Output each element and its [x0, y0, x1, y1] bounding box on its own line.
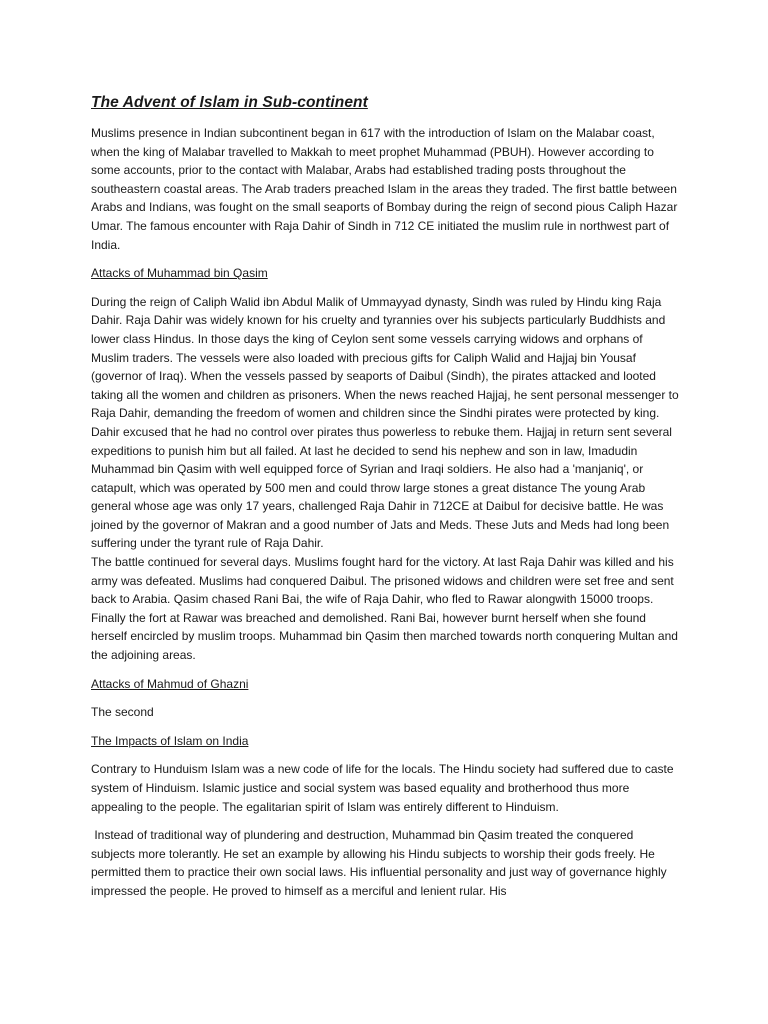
intro-paragraph: Muslims presence in Indian subcontinent began in 617 with the introduction of Islam on the Malabar coast, when the king of Malabar travelled to Makkah to meet prophet Muhammad (PBUH). However according to some accounts, prior to the contact with Malabar, Arabs had established trading posts throughout the southeastern coastal areas. The Arab traders preached Islam in the areas they traded. The first battle between Arabs and Indians, was fought on the small seaports of Bombay during the reign of second pious Caliph Hazar Umar. The famous encounter with Raja Dahir of Sindh in 712 CE initiated the muslim rule in northwest part of India.	[91, 126, 678, 252]
impacts-paragraph-1: Contrary to Hunduism Islam was a new code of life for the locals. The Hindu society had suffered due to caste system of Hinduism. Islamic justice and social system was based equality and brotherhood thus more appealing to the people. The egalitarian spirit of Islam was entirely different to Hinduism.	[91, 762, 674, 814]
document-title: The Advent of Islam in Sub-continent	[91, 94, 368, 111]
section-heading-qasim: Attacks of Muhammad bin Qasim	[91, 266, 268, 281]
section-heading-ghazni: Attacks of Mahmud of Ghazni	[91, 676, 249, 691]
qasim-paragraph-2: The battle continued for several days. Muslims fought hard for the victory. At last Raja Dahir was killed and his army was defeated. Muslims had conquered Daibul. The prisoned widows and children were set free and sent back to Arabia. Qasim chased Rani Bai, the wife of Raja Dahir, who fled to Rawar alongwith 15000 troops. Finally the fort at Rawar was breached and demolished. Rani Bai, however burnt herself when she found herself encircled by muslim troops. Muhammad bin Qasim then marched towards north conquering Multan and the adjoining areas.	[91, 555, 678, 663]
section-heading-impacts: The Impacts of Islam on India	[91, 733, 249, 748]
ghazni-paragraph: The second	[91, 705, 154, 720]
qasim-paragraph-1: During the reign of Caliph Walid ibn Abdul Malik of Ummayyad dynasty, Sindh was ruled by Hindu king Raja Dahir. Raja Dahir was widely known for his cruelty and tyrannies over his subjects particularly Buddhists and lower class Hindus. In those days the king of Ceylon sent some vessels carrying widows and orphans of Muslim traders. The vessels were also loaded with precious gifts for Caliph Walid and Hajjaj bin Yousaf (governor of Iraq). When the vessels passed by seaports of Daibul (Sindh), the pirates attacked and looted taking all the women and children as prisoners. When the news reached Hajjaj, he sent personal messenger to Raja Dahir, demanding the freedom of women and children since the Sindhi pirates were protected by king. Dahir excused that he had no control over pirates thus powerless to rebuke them. Hajjaj in return sent several expeditions to punish him but all failed. At last he decided to send his nephew and son in law, Imadudin Muhammad bin Qasim with well equipped force of Syrian and Iraqi soldiers. He also had a 'manjaniq', or catapult, which was operated by 500 men and could throw large stones a great distance The young Arab general whose age was only 17 years, challenged Raja Dahir in 712CE at Daibul for decisive battle. He was joined by the governor of Makran and a good number of Jats and Meds. These Juts and Meds had long been suffering under the tyrant rule of Raja Dahir.	[91, 294, 679, 551]
document-page	[91, 94, 679, 911]
impacts-paragraph-2: Instead of traditional way of plundering and destruction, Muhammad bin Qasim treated the conquered subjects more tolerantly. He set an example by allowing his Hindu subjects to worship their gods freely. He permitted them to practice their own social laws. His influential personality and just way of governance highly impressed the people. He proved to himself as a merciful and lenient rular. His	[91, 828, 670, 898]
